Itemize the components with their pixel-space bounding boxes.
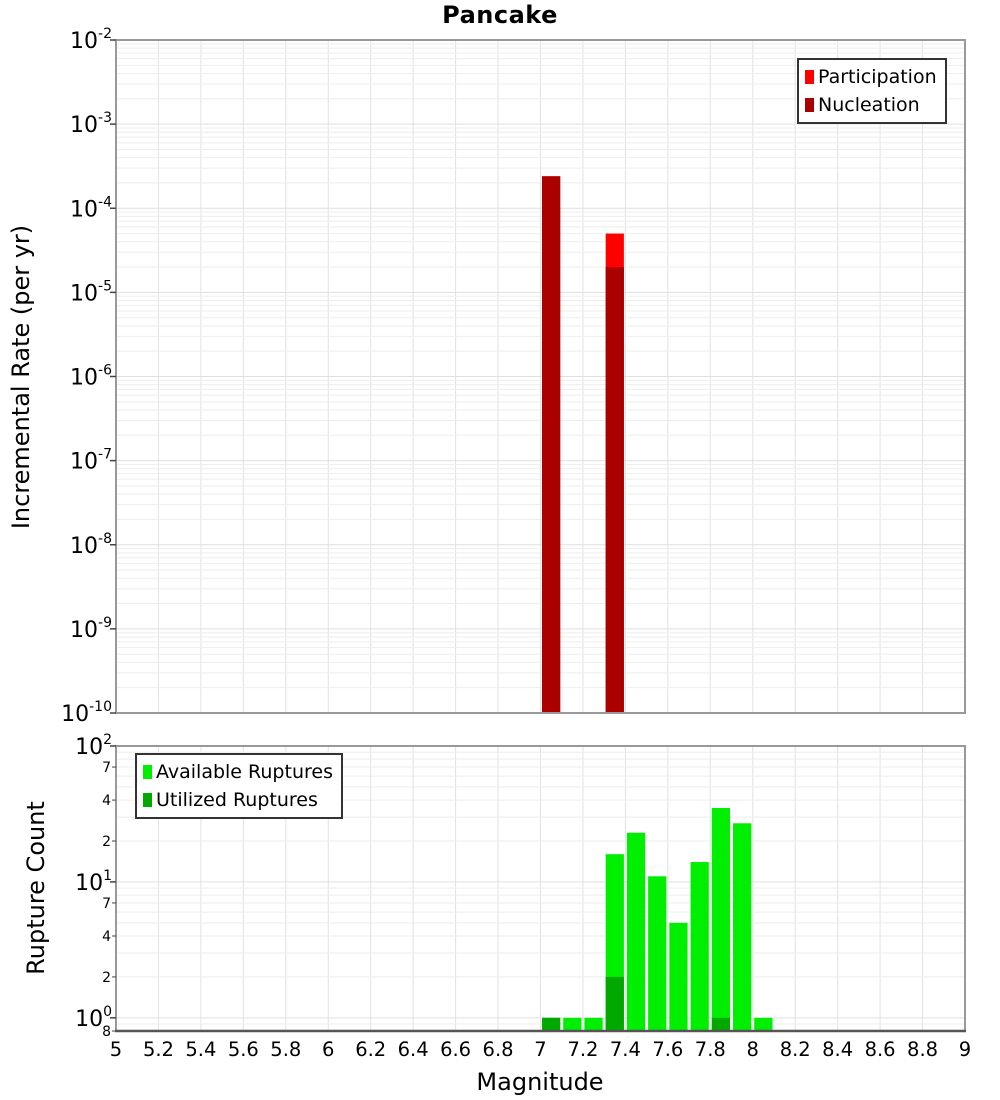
y-minor-tick-label: 7 (102, 760, 111, 777)
legend-label: Utilized Ruptures (156, 789, 318, 811)
participation-swatch (805, 70, 814, 84)
legend-bottom (135, 753, 343, 819)
x-tick-label: 6.4 (397, 1038, 429, 1061)
nucleation-swatch (805, 98, 814, 112)
legend-item-nucleation (805, 91, 937, 119)
x-axis-label: Magnitude (476, 1068, 604, 1096)
bar-available-ruptures (584, 1018, 602, 1031)
y-tick-label: $10^{-10}$ (61, 699, 112, 727)
bar-available-ruptures (691, 862, 709, 1031)
y-tick-label: $10^{-8}$ (70, 530, 112, 559)
bar-available-ruptures (733, 823, 751, 1031)
bar-available-ruptures (648, 876, 666, 1031)
x-tick-label: 8 (746, 1038, 759, 1061)
bar-nucleation (606, 267, 624, 713)
y-tick-label: $10^1$ (75, 867, 112, 896)
x-tick-label: 8.8 (907, 1038, 939, 1061)
y-minor-tick-label: 2 (102, 834, 111, 850)
x-tick-label: 7.8 (694, 1038, 726, 1061)
x-tick-label: 7.6 (652, 1038, 684, 1061)
bar-available-ruptures (563, 1018, 581, 1031)
x-tick-label: 5.6 (227, 1038, 259, 1061)
y-tick-label: $10^0$ (75, 1003, 112, 1032)
x-tick-label: 8.2 (779, 1038, 811, 1061)
legend-label: Participation (818, 66, 937, 88)
x-tick-label: 5.2 (142, 1038, 174, 1061)
bar-utilized-ruptures (606, 977, 624, 1031)
x-tick-label: 6.6 (440, 1038, 472, 1061)
legend-label: Available Ruptures (156, 761, 333, 783)
y-minor-tick-label: 4 (102, 793, 111, 810)
panel-top (61, 26, 965, 727)
y-tick-label: $10^{-7}$ (70, 446, 112, 475)
x-tick-label: 7.2 (567, 1038, 599, 1061)
y-tick-label: $10^{-3}$ (70, 110, 112, 139)
bar-available-ruptures (627, 833, 645, 1031)
y-minor-tick-label: 4 (102, 929, 111, 945)
x-tick-label: 6 (322, 1038, 335, 1061)
bar-available-ruptures (712, 808, 730, 1031)
x-tick-label: 7 (534, 1038, 547, 1061)
y-tick-label: $10^{-6}$ (70, 362, 112, 391)
bar-utilized-ruptures (712, 1018, 730, 1031)
y-tick-label: $10^{-2}$ (70, 26, 112, 54)
legend-item-available-ruptures (143, 758, 333, 786)
y-minor-tick-label: 2 (102, 969, 111, 986)
bar-available-ruptures (669, 923, 687, 1031)
x-tick-label: 5.4 (185, 1038, 217, 1061)
x-tick-label: 8.6 (864, 1038, 896, 1061)
x-tick-label: 6.8 (482, 1038, 514, 1061)
bar-nucleation (542, 176, 560, 713)
x-tick-label: 5.8 (270, 1038, 302, 1061)
x-tick-label: 7.4 (609, 1038, 641, 1061)
y-axis-label-top: Incremental Rate (per yr) (7, 224, 35, 530)
x-tick-label: 9 (958, 1038, 972, 1061)
legend-item-utilized-ruptures (143, 786, 333, 814)
utilized-ruptures-swatch (143, 793, 152, 807)
x-tick-label: 5 (109, 1038, 123, 1061)
legend-top (797, 58, 947, 124)
bar-available-ruptures (754, 1018, 772, 1031)
y-minor-tick-label: 8 (102, 1024, 111, 1040)
y-tick-label: $10^{-5}$ (70, 278, 112, 307)
chart-title: Pancake (442, 1, 558, 29)
y-tick-label: $10^{-4}$ (70, 194, 112, 223)
legend-label: Nucleation (818, 94, 920, 116)
available-ruptures-swatch (143, 765, 152, 779)
x-tick-label: 8.4 (822, 1038, 854, 1061)
bar-utilized-ruptures (542, 1018, 560, 1031)
x-tick-label: 6.2 (355, 1038, 387, 1061)
y-minor-tick-label: 7 (102, 895, 111, 912)
y-axis-label-bottom: Rupture Count (22, 801, 50, 975)
y-tick-label: $10^{-9}$ (70, 614, 112, 643)
y-tick-label: $10^2$ (75, 732, 112, 760)
legend-item-participation (805, 63, 937, 91)
